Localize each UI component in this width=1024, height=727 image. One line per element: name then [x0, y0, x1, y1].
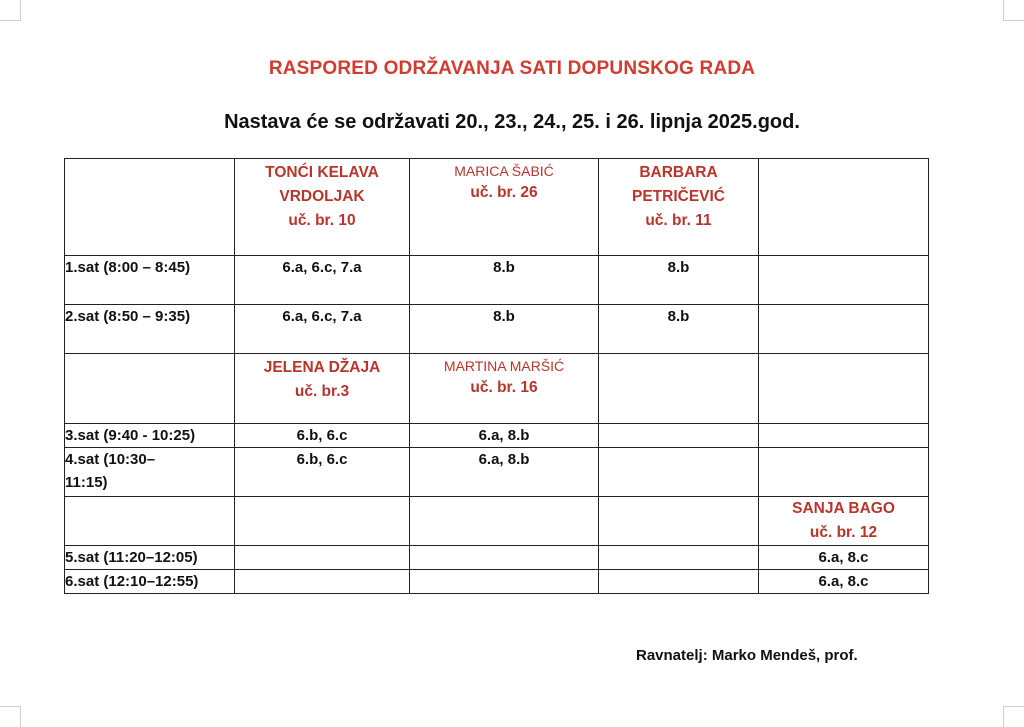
- teacher-cell-sabic: [410, 159, 599, 256]
- period-label: 3.sat (9:40 - 10:25): [65, 424, 235, 448]
- class-cell: 6.a, 6.c, 7.a: [235, 256, 410, 305]
- teacher-header-row: [65, 159, 929, 256]
- teacher-room: uč. br. 16: [470, 379, 538, 396]
- crop-mark-top-right: [1003, 0, 1024, 21]
- document-subtitle: Nastava će se održavati 20., 23., 24., 25. i 26. lipnja 2025.god.: [224, 111, 800, 133]
- empty-cell: [759, 424, 929, 448]
- empty-cell: [599, 570, 759, 594]
- empty-cell: [599, 546, 759, 570]
- principal-signature-line: Ravnatelj: Marko Mendeš, prof.: [636, 647, 858, 664]
- table-row: [65, 256, 929, 305]
- empty-cell: [410, 497, 599, 546]
- period-label: 2.sat (8:50 – 9:35): [65, 305, 235, 354]
- teacher-room: uč. br.3: [294, 383, 350, 400]
- teacher-header-row: [65, 354, 929, 424]
- empty-cell: [235, 570, 410, 594]
- empty-cell: [235, 497, 410, 546]
- teacher-cell-kelava: [235, 159, 410, 256]
- teacher-cell-marsic: [410, 354, 599, 424]
- class-cell: 6.a, 8.b: [410, 424, 599, 448]
- empty-cell: [65, 354, 235, 424]
- document-title: RASPORED ODRŽAVANJA SATI DOPUNSKOG RADA: [268, 58, 756, 79]
- class-cell: 6.a, 8.c: [759, 570, 929, 594]
- empty-cell: [410, 570, 599, 594]
- teacher-name: BARBARA: [639, 164, 718, 181]
- period-label-line: 4.sat (10:30–: [65, 451, 156, 468]
- teacher-cell-bago: [759, 497, 929, 546]
- empty-cell: [599, 448, 759, 497]
- schedule-table: [64, 158, 929, 594]
- class-cell: 8.b: [410, 256, 599, 305]
- empty-cell: [599, 354, 759, 424]
- table-row: [65, 546, 929, 570]
- teacher-name: PETRIČEVIĆ: [631, 188, 725, 205]
- period-label: 6.sat (12:10–12:55): [65, 570, 235, 594]
- empty-cell: [599, 497, 759, 546]
- class-cell: 6.b, 6.c: [235, 424, 410, 448]
- period-label-line: 11:15): [65, 474, 108, 491]
- empty-cell: [759, 159, 929, 256]
- teacher-header-row: [65, 497, 929, 546]
- teacher-name: MARICA ŠABIĆ: [454, 163, 554, 179]
- class-cell: 8.b: [599, 256, 759, 305]
- teacher-name: SANJA BAGO: [792, 500, 895, 517]
- empty-cell: [65, 159, 235, 256]
- period-label: 5.sat (11:20–12:05): [65, 546, 235, 570]
- table-row: [65, 424, 929, 448]
- empty-cell: [759, 305, 929, 354]
- class-cell: 6.a, 8.c: [759, 546, 929, 570]
- crop-mark-bottom-left: [0, 706, 21, 727]
- class-cell: 8.b: [599, 305, 759, 354]
- empty-cell: [599, 424, 759, 448]
- period-label: 1.sat (8:00 – 8:45): [65, 256, 235, 305]
- crop-mark-top-left: [0, 0, 21, 21]
- teacher-name: VRDOLJAK: [279, 188, 365, 205]
- class-cell: 6.a, 8.b: [410, 448, 599, 497]
- teacher-name: MARTINA MARŠIĆ: [443, 358, 565, 374]
- empty-cell: [759, 354, 929, 424]
- teacher-room: uč. br. 11: [645, 212, 712, 229]
- empty-cell: [759, 448, 929, 497]
- teacher-room: uč. br. 10: [288, 212, 356, 229]
- teacher-room: uč. br. 12: [809, 524, 878, 541]
- teacher-cell-dzaja: [235, 354, 410, 424]
- period-label: [65, 448, 235, 497]
- table-row: [65, 305, 929, 354]
- class-cell: 8.b: [410, 305, 599, 354]
- class-cell: 6.a, 6.c, 7.a: [235, 305, 410, 354]
- empty-cell: [235, 546, 410, 570]
- crop-mark-bottom-right: [1003, 706, 1024, 727]
- table-row: [65, 448, 929, 497]
- teacher-room: uč. br. 26: [470, 184, 538, 201]
- class-cell: 6.b, 6.c: [235, 448, 410, 497]
- empty-cell: [759, 256, 929, 305]
- teacher-name: JELENA DŽAJA: [263, 359, 381, 376]
- table-row: [65, 570, 929, 594]
- teacher-name: TONĆI KELAVA: [265, 164, 379, 181]
- empty-cell: [410, 546, 599, 570]
- teacher-cell-petricevic: [599, 159, 759, 256]
- empty-cell: [65, 497, 235, 546]
